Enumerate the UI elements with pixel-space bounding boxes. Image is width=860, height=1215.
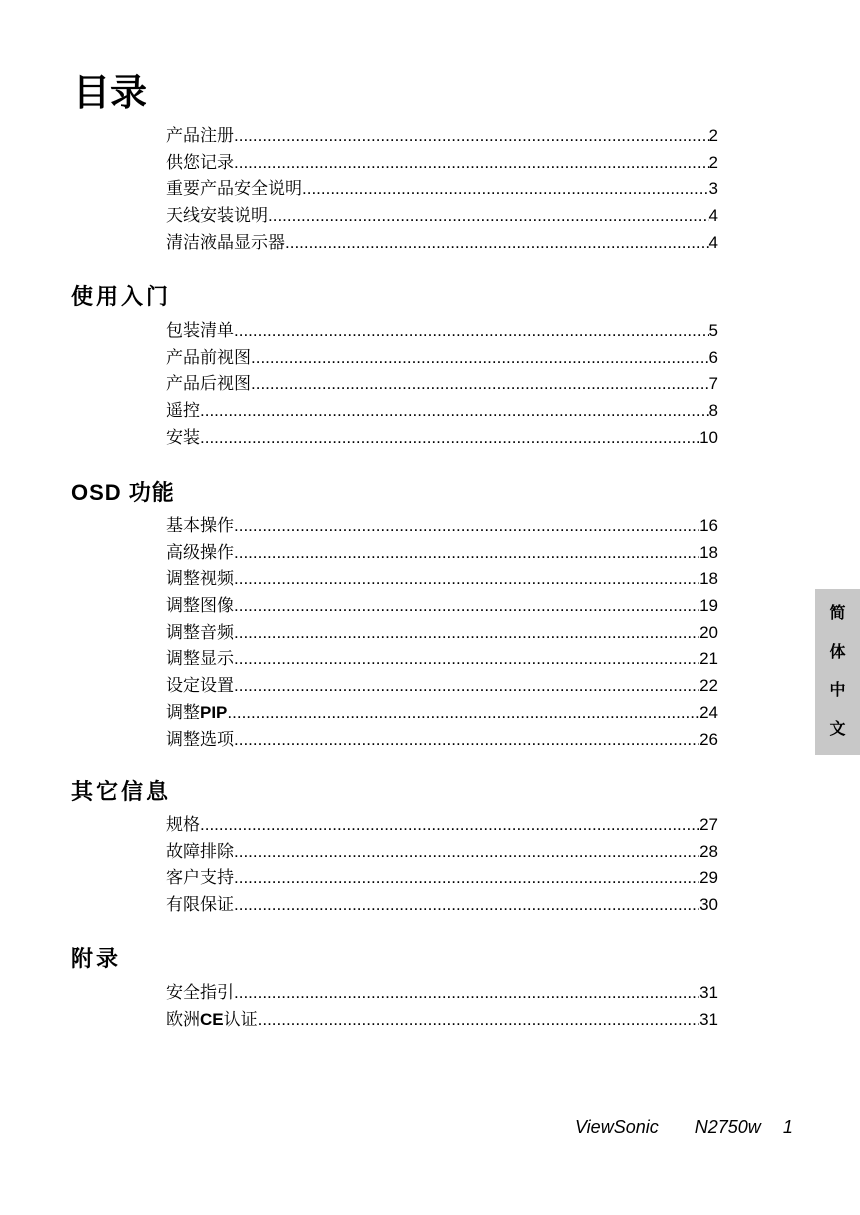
toc-leader-dots xyxy=(251,345,709,372)
toc-page-number: 18 xyxy=(699,569,718,589)
toc-entry-title: 调整视频 xyxy=(166,569,234,589)
toc-entry-title: 产品注册 xyxy=(166,126,234,145)
toc-entry[interactable] xyxy=(166,646,718,673)
toc-entry-title: 天线安装说明 xyxy=(166,206,268,226)
toc-entry[interactable] xyxy=(166,123,718,150)
toc-other-info-list xyxy=(166,812,718,919)
toc-entry-title-bold: CE xyxy=(200,1009,224,1029)
toc-entry-title xyxy=(166,1007,258,1034)
toc-leader-dots xyxy=(234,673,699,700)
section-heading-osd: OSD 功能 xyxy=(71,480,175,505)
toc-page-number: 4 xyxy=(708,206,718,226)
toc-page-number: 19 xyxy=(699,596,718,616)
toc-page-number: 8 xyxy=(708,401,718,421)
toc-entry[interactable] xyxy=(166,566,718,593)
toc-entry-title: 产品后视图 xyxy=(166,374,251,394)
toc-entry-title: 产品前视图 xyxy=(166,347,251,367)
toc-leader-dots xyxy=(234,593,699,620)
toc-entry-title: 包装清单 xyxy=(166,321,234,340)
toc-entry-title: 调整显示 xyxy=(166,649,234,669)
toc-leader-dots xyxy=(234,980,699,1007)
toc-entry[interactable] xyxy=(166,203,718,230)
toc-page-number: 29 xyxy=(699,868,718,888)
toc-leader-dots xyxy=(302,176,709,203)
toc-page-number: 7 xyxy=(708,374,718,394)
toc-entry-title: 设定设置 xyxy=(166,676,234,696)
toc-entry-title: 清洁液晶显示器 xyxy=(166,232,285,252)
toc-entry-title: 高级操作 xyxy=(166,542,234,562)
language-tab-char: 体 xyxy=(829,643,846,661)
toc-leader-dots xyxy=(234,123,709,150)
toc-page-number: 27 xyxy=(699,815,718,834)
footer-brand: ViewSonic xyxy=(575,1117,659,1137)
toc-page-number: 28 xyxy=(699,841,718,861)
toc-page-number: 26 xyxy=(699,729,718,749)
toc-entry[interactable] xyxy=(166,540,718,567)
toc-page-number: 4 xyxy=(708,232,718,252)
toc-leader-dots xyxy=(285,230,709,257)
toc-entry-title: 重要产品安全说明 xyxy=(166,179,302,199)
toc-leader-dots xyxy=(200,812,699,839)
toc-entry-title-suffix: 认证 xyxy=(223,1009,258,1029)
toc-entry-title: 遥控 xyxy=(166,401,200,421)
toc-entry-title-text: 调整 xyxy=(166,702,200,722)
toc-leader-dots xyxy=(234,318,709,345)
toc-page-number: 5 xyxy=(708,321,718,340)
toc-page-number: 2 xyxy=(708,152,718,172)
toc-entry-title: 有限保证 xyxy=(166,895,234,915)
language-tab-char: 中 xyxy=(829,682,846,700)
toc-page-number: 3 xyxy=(708,179,718,199)
toc-entry-title: 基本操作 xyxy=(166,516,234,535)
toc-entry[interactable] xyxy=(166,371,718,398)
toc-leader-dots xyxy=(234,513,699,540)
toc-entry[interactable] xyxy=(166,700,718,727)
toc-osd-list xyxy=(166,513,718,753)
footer-page-number: 1 xyxy=(782,1117,793,1137)
toc-entry-title-text: 欧洲 xyxy=(166,1009,200,1029)
toc-entry-title: 规格 xyxy=(166,815,200,834)
toc-page-number: 24 xyxy=(699,702,718,722)
toc-leader-dots xyxy=(234,566,699,593)
toc-entry-title-bold: PIP xyxy=(200,702,228,722)
toc-leader-dots xyxy=(234,839,699,866)
toc-entry[interactable] xyxy=(166,865,718,892)
toc-entry-title xyxy=(166,700,227,727)
toc-leader-dots xyxy=(200,425,699,452)
toc-page-number: 18 xyxy=(699,542,718,562)
toc-leader-dots xyxy=(234,865,699,892)
toc-appendix-list xyxy=(166,980,718,1033)
toc-entry-title: 调整图像 xyxy=(166,596,234,616)
language-tab-char: 简 xyxy=(829,605,846,623)
language-side-tab[interactable] xyxy=(815,589,860,755)
toc-entry-title: 故障排除 xyxy=(166,841,234,861)
toc-leader-dots xyxy=(227,700,699,727)
toc-entry[interactable] xyxy=(166,176,718,203)
toc-entry[interactable] xyxy=(166,1007,718,1034)
toc-leader-dots xyxy=(258,1007,699,1034)
toc-leader-dots xyxy=(234,892,699,919)
toc-entry[interactable] xyxy=(166,620,718,647)
toc-intro-list xyxy=(166,123,718,256)
page-footer xyxy=(575,1117,793,1138)
section-heading-other-info: 其它信息 xyxy=(71,779,172,804)
footer-model: N2750w xyxy=(694,1117,761,1137)
toc-entry[interactable] xyxy=(166,673,718,700)
toc-entry-title: 调整选项 xyxy=(166,729,234,749)
toc-page-number: 10 xyxy=(699,427,718,447)
language-tab-char: 文 xyxy=(829,720,846,738)
toc-entry[interactable] xyxy=(166,812,718,839)
toc-entry[interactable] xyxy=(166,150,718,177)
page-title: 目录 xyxy=(73,72,147,113)
toc-page-number: 6 xyxy=(708,347,718,367)
toc-leader-dots xyxy=(234,540,699,567)
toc-entry[interactable] xyxy=(166,425,718,452)
toc-leader-dots xyxy=(234,646,699,673)
toc-entry[interactable] xyxy=(166,513,718,540)
toc-entry[interactable] xyxy=(166,318,718,345)
toc-entry-title: 安装 xyxy=(166,427,200,447)
toc-entry-title: 客户支持 xyxy=(166,868,234,888)
toc-entry[interactable] xyxy=(166,980,718,1007)
toc-leader-dots xyxy=(234,150,709,177)
toc-entry[interactable] xyxy=(166,398,718,425)
toc-leader-dots xyxy=(268,203,709,230)
toc-page-number: 30 xyxy=(699,895,718,915)
toc-entry[interactable] xyxy=(166,892,718,919)
toc-page-number: 31 xyxy=(699,983,718,1002)
toc-leader-dots xyxy=(234,727,699,754)
toc-page-number: 21 xyxy=(699,649,718,669)
toc-entry[interactable] xyxy=(166,345,718,372)
toc-entry[interactable] xyxy=(166,230,718,257)
toc-entry[interactable] xyxy=(166,727,718,754)
section-heading-appendix: 附录 xyxy=(71,946,122,971)
toc-page-number: 22 xyxy=(699,676,718,696)
toc-page-number: 16 xyxy=(699,516,718,535)
toc-page-number: 31 xyxy=(699,1009,718,1029)
toc-page-number: 20 xyxy=(699,622,718,642)
toc-entry-title: 供您记录 xyxy=(166,152,234,172)
toc-page-number: 2 xyxy=(708,126,718,145)
toc-leader-dots xyxy=(200,398,709,425)
toc-leader-dots xyxy=(251,371,709,398)
section-heading-getting-started: 使用入门 xyxy=(71,284,172,309)
toc-entry[interactable] xyxy=(166,839,718,866)
toc-entry-title: 安全指引 xyxy=(166,983,234,1002)
toc-leader-dots xyxy=(234,620,699,647)
toc-entry-title: 调整音频 xyxy=(166,622,234,642)
toc-entry[interactable] xyxy=(166,593,718,620)
toc-getting-started-list xyxy=(166,318,718,451)
